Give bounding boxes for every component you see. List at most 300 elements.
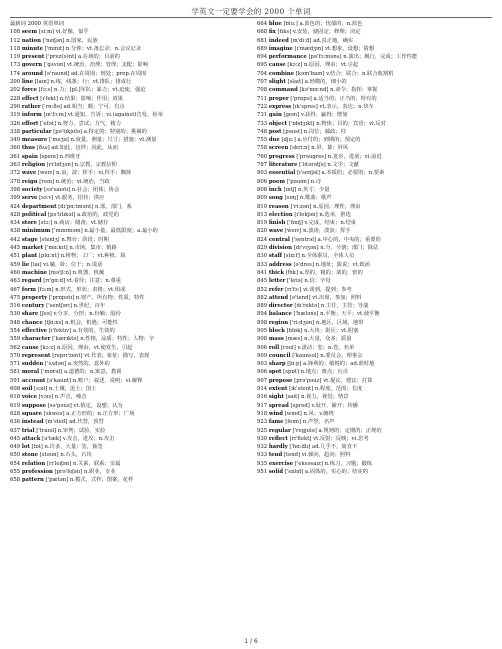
entry-definition: n.练习，习题；锻炼 (324, 460, 373, 467)
entry-number: 833 (257, 261, 268, 268)
entry-word: line (21, 79, 34, 86)
entry-number: 463 (10, 278, 21, 285)
entry-definition: n.波涛，波浪；挥手 (303, 228, 351, 235)
entry-definition: n.风；v.缠绕 (303, 410, 334, 417)
entry-phonetic: [geɪn] (283, 112, 300, 119)
entry-definition: n.线，线条；行；vt.排队；排成行 (50, 79, 132, 86)
entry-word: propose (268, 377, 293, 384)
vocab-entry (10, 418, 245, 426)
left-column (10, 20, 245, 485)
entry-definition: n.模式，式样；图案，花样 (69, 477, 134, 484)
entry-phonetic: [blu:] (283, 21, 298, 27)
entry-definition: n.国家，民族 (66, 37, 98, 44)
vocab-entry (10, 211, 245, 219)
entry-number: 591 (10, 377, 21, 384)
entry-number: 372 (10, 170, 21, 177)
vocab-entry (10, 269, 245, 277)
entry-number: 554 (10, 327, 21, 334)
entry-number: 803 (257, 170, 268, 177)
entry-phonetic: [steɪdʒ] (39, 236, 60, 243)
entry-definition: n.形式，形状；表格；vt.组成 (55, 286, 126, 293)
entry-number: 760 (257, 153, 268, 160)
entry-number: 530 (10, 311, 21, 318)
entry-number: 174 (10, 70, 21, 77)
entry-definition: n.力；[pl.]军队；暴力；vt.迫使，强迫 (53, 87, 146, 94)
entry-number: 119 (10, 54, 21, 61)
entry-number: 905 (257, 327, 268, 334)
entry-phonetic: ['ɒbdʒɪkt] (288, 120, 315, 127)
entry-phonetic: [ə'tend] (289, 294, 311, 301)
vocab-entry (257, 61, 492, 69)
vocab-entry (257, 20, 492, 28)
vocab-entry (10, 70, 245, 78)
entry-definition: a.固体的，实心的；结实的 (304, 469, 369, 476)
entry-number: 908 (257, 336, 268, 343)
entry-phonetic: [skweə] (43, 410, 65, 417)
entry-word: election (268, 211, 293, 218)
entry-definition: v.展开，铺开；传播 (311, 402, 358, 409)
entry-number: 516 (10, 303, 21, 310)
entry-number: 917 (257, 402, 268, 409)
entry-phonetic: ['regjʊlə] (292, 427, 317, 434)
entry-number: 467 (10, 286, 21, 293)
entry-definition: n.选举，推选 (319, 211, 351, 218)
entry-definition: vt.出席，参加；照料 (312, 294, 362, 301)
two-column-body (10, 20, 492, 485)
entry-number: 906 (257, 369, 268, 376)
vocab-entry (10, 451, 245, 459)
entry-phonetic: [ɪn'fɔ:m] (43, 112, 67, 119)
vocab-entry (257, 368, 492, 376)
entry-definition: a.突然的，意外的 (67, 361, 110, 368)
entry-number: 442 (10, 236, 21, 243)
entry-number: 108 (10, 29, 21, 36)
entry-phonetic: ['mɪnɪt] (44, 45, 65, 52)
entry-word: around (21, 70, 43, 77)
entry-phonetic: [fɔ:m] (37, 286, 54, 293)
entry-number: 916 (257, 394, 268, 401)
entry-word: division (268, 245, 292, 252)
vocab-entry (10, 37, 245, 45)
entry-number: 548 (10, 319, 21, 326)
vocab-entry (10, 286, 245, 294)
entry-number: 806 (257, 178, 268, 185)
entry-number: 711 (257, 95, 268, 102)
entry-word: store (21, 220, 37, 227)
vocab-entry (257, 111, 492, 119)
vocab-entry (10, 327, 245, 335)
entry-definition: n.社会；团体；协会 (71, 186, 120, 193)
entry-definition: a.适当的；正当的；特有的 (313, 95, 377, 102)
entry-number: 319 (10, 112, 21, 119)
entry-word: serve (21, 195, 38, 202)
vocab-entry (10, 194, 245, 202)
entry-number: 434 (10, 220, 21, 227)
entry-word: voice (21, 394, 38, 401)
entry-word: performance (268, 54, 307, 61)
entry-word: letter (268, 278, 286, 285)
entry-word: express (268, 103, 292, 110)
vocab-entry (10, 460, 245, 468)
entry-number: 655 (10, 469, 21, 476)
entry-word: combine (268, 70, 295, 77)
vocab-entry (257, 435, 492, 443)
entry-number: 618 (10, 394, 21, 401)
entry-definition: n.平衡；天平；vt.使平衡 (320, 311, 380, 318)
right-column (257, 20, 492, 485)
entry-number: 681 (257, 37, 268, 44)
vocab-entry (257, 120, 492, 128)
entry-definition: vt.表示，表达；n.快车 (319, 103, 374, 110)
entry-word: solid (268, 469, 284, 476)
entry-word: seem (21, 29, 38, 36)
entry-word: thus (21, 145, 35, 152)
entry-definition: vi.躺，卧；位于；n.谎话 (43, 261, 103, 268)
vocab-entry (257, 261, 492, 269)
entry-word: pattern (21, 477, 44, 484)
entry-definition: n.机会，机遇；可能性 (65, 319, 118, 326)
vocab-entry (257, 194, 492, 202)
entry-word: moral (21, 369, 40, 376)
entry-definition: n.关系，联系；亲属 (72, 460, 121, 467)
entry-definition: n.世纪，百年 (73, 303, 106, 310)
vocab-entry (10, 435, 245, 443)
entry-word: song (268, 195, 283, 202)
entry-number: 852 (257, 286, 268, 293)
entry-definition: v.安装，使固定；修理；决定 (292, 29, 361, 36)
entry-phonetic: [rɪ'lɪdʒən] (46, 162, 73, 169)
entry-phonetic: [ɪ'fektɪv] (48, 327, 72, 334)
vocab-entry (10, 402, 245, 410)
entry-number: 118 (10, 45, 21, 52)
entry-word: regard (21, 278, 42, 285)
entry-definition: v.结合；联合；n.联合收割机 (326, 70, 394, 77)
entry-phonetic: [vɔɪs] (38, 394, 54, 401)
entry-number: 619 (10, 402, 21, 409)
entry-definition: ad.代替，顶替 (69, 419, 104, 426)
entry-phonetic: ['sentʃərɪ] (46, 303, 72, 310)
entry-number: 695 (257, 62, 268, 69)
entry-number: 845 (257, 278, 268, 285)
entry-phonetic: [ɪ'fekt] (40, 95, 58, 102)
entry-word: sharp (268, 361, 286, 368)
vocab-entry (10, 335, 245, 343)
entry-number: 909 (257, 352, 268, 359)
entry-phonetic: [kə'mɑ:nd] (299, 87, 329, 94)
vocab-entry (257, 86, 492, 94)
entry-number: 810 (257, 203, 268, 210)
entry-phonetic: [tʃɑ:ns] (44, 319, 64, 326)
entry-word: character (21, 336, 51, 343)
entry-definition: n.账户；叙述，说明；vi.解释 (72, 377, 143, 384)
entry-word: property (21, 294, 48, 301)
entry-definition: vt.代表；象征；描写，表现 (84, 352, 150, 359)
vocab-entry (257, 286, 492, 294)
entry-definition: a.蓝色的；忧郁的；n.蓝色 (299, 21, 363, 27)
entry-definition: vi.倾向，趋向；照料 (301, 452, 351, 459)
vocab-entry (257, 144, 492, 152)
entry-definition: vt.服务，招待；供应 (55, 195, 105, 202)
vocab-entry (10, 219, 245, 227)
entry-phonetic: ['fɪnɪʃ] (287, 220, 303, 227)
vocab-entry (10, 95, 245, 103)
entry-definition: n.地区，区域，地带 (315, 319, 364, 326)
entry-word: profession (21, 469, 53, 476)
entry-phonetic: ['mɪnɪməm] (52, 228, 83, 235)
entry-word: central (268, 236, 290, 243)
entry-definition: n.商店；储备；vt.储存 (54, 220, 109, 227)
vocab-entry (257, 128, 492, 136)
entry-phonetic: [rɪ'leɪʃən] (46, 460, 72, 467)
entry-phonetic: ['mɑ:kɪt] (44, 245, 68, 252)
entry-word: fame (268, 419, 284, 426)
entry-word: machine (21, 269, 48, 276)
entry-word: soil (21, 386, 33, 393)
entry-definition: n.许多，大量；签，抽签 (44, 444, 103, 451)
entry-word: post (268, 128, 282, 135)
entry-number: 898 (257, 319, 268, 326)
entry-phonetic: [fɪks] (277, 29, 292, 36)
entry-number: 907 (257, 377, 268, 384)
entry-phonetic: [prə'feʃən] (54, 469, 83, 476)
entry-word: imagine (268, 45, 293, 52)
vocab-entry (257, 344, 492, 352)
entry-word: effective (21, 327, 48, 334)
entry-definition: ad.在周围；到处；prep.在周围 (71, 70, 147, 77)
vocab-entry (10, 352, 245, 360)
entry-phonetic: [ɪntʃ] (283, 186, 297, 193)
vocab-entry (257, 418, 492, 426)
entry-definition: a.政治的，政党的 (76, 211, 119, 218)
vocab-entry (257, 302, 492, 310)
vocab-entry (257, 402, 492, 410)
entry-number: 733 (257, 120, 268, 127)
vocab-entry (10, 368, 245, 376)
entry-phonetic: [wɪnd] (284, 410, 302, 417)
entry-phonetic: ['rɑ:ðə] (42, 103, 62, 110)
entry-number: 428 (10, 211, 21, 218)
vocab-entry (10, 476, 245, 484)
entry-phonetic: ['sʌdən] (44, 361, 67, 368)
entry-definition: vt.想象，设想；猜想 (324, 45, 375, 52)
entry-phonetic: ['prɒpə] (290, 95, 312, 102)
entry-number: 628 (10, 410, 21, 417)
entry-phonetic: ['kærɪktə] (52, 336, 79, 343)
entry-word: religion (21, 162, 46, 169)
entry-phonetic: [sɜ:v] (39, 195, 54, 202)
entry-phonetic: [plɑ:nt] (38, 253, 59, 260)
entry-number: 809 (257, 195, 268, 202)
entry-number: 424 (10, 203, 21, 210)
entry-definition: n.机器，机械 (72, 269, 105, 276)
entry-word: wind (268, 410, 283, 417)
entry-number: 882 (257, 294, 268, 301)
entry-phonetic: ['eksəsaɪz] (294, 460, 323, 467)
vocab-entry (10, 294, 245, 302)
entry-word: blue (268, 21, 282, 27)
entry-number: 933 (257, 452, 268, 459)
entry-phonetic: [sə'pəuz] (47, 402, 72, 409)
entry-number: 637 (10, 427, 21, 434)
entry-number: 813 (257, 211, 268, 218)
entry-definition: n.歌曲；歌声 (299, 195, 332, 202)
vocab-entry (257, 136, 492, 144)
entry-number: 360 (10, 145, 21, 152)
entry-phonetic: [lɒt] (31, 444, 43, 451)
vocab-entry (257, 310, 492, 318)
entry-word: spread (268, 402, 289, 409)
header-divider (10, 17, 492, 18)
entry-number: 731 (257, 112, 268, 119)
entry-word: block (268, 327, 285, 334)
entry-phonetic: [fɔ:s] (38, 87, 53, 94)
entry-word: century (21, 303, 45, 310)
entry-phonetic: [weɪv] (37, 170, 55, 177)
vocab-entry (10, 136, 245, 144)
entry-definition: n.性格，品质；特性；人物；字 (80, 336, 155, 343)
entry-phonetic: ['pəuɪm] (286, 178, 309, 185)
entry-phonetic: [rɪ'gɑ:d] (43, 278, 66, 285)
vocab-entry (10, 252, 245, 260)
vocab-entry (10, 227, 245, 235)
entry-word: council (268, 352, 291, 359)
entry-phonetic: [ðʌs] (36, 145, 50, 152)
entry-number: 460 (10, 269, 21, 276)
entry-phonetic: ['gʌvən] (43, 62, 66, 69)
vocab-entry (257, 319, 492, 327)
entry-definition: vi.谈到，提到；参考 (303, 286, 352, 293)
entry-definition: a.本质的；必要的；n.要素 (321, 170, 385, 177)
entry-word: attack (21, 435, 41, 442)
entry-phonetic: [rɪ'flekt] (289, 435, 312, 442)
entry-number: 906 (257, 344, 268, 351)
entry-word: reflect (268, 435, 288, 442)
entry-phonetic: ['sɒlɪd] (284, 469, 304, 476)
entry-definition: a.厚的，粗的；浓的，密的 (299, 269, 363, 276)
entry-phonetic: [reprɪ'zent] (52, 352, 83, 359)
entry-phonetic: ['bæləns] (293, 311, 319, 318)
entry-phonetic: [laɪn] (34, 79, 49, 86)
entry-phonetic: [ɪn'sted] (45, 419, 68, 426)
entry-number: 819 (257, 220, 268, 227)
entry-number: 438 (10, 228, 21, 235)
entry-definition: v.分享，分担；n.份额；股份 (53, 311, 121, 318)
entry-number: 649 (10, 444, 21, 451)
entry-definition: n.结果；影响；作用；效果 (59, 95, 124, 102)
entry-word: essential (268, 170, 296, 177)
entry-definition: a.中心的，中央的；重要的 (317, 236, 381, 243)
entry-phonetic: [ə'tæk] (42, 435, 62, 442)
entry-word: literature (268, 162, 298, 169)
entry-word: relation (21, 460, 46, 467)
vocab-entry (257, 460, 492, 468)
entry-definition: v.获得，赢得；增加 (300, 112, 348, 119)
entry-definition: n.度量，测量；尺寸；措施；vt.测量 (70, 137, 157, 144)
entry-word: staff (268, 253, 283, 260)
entry-definition: vt.反射；反映；vi.思考 (313, 435, 369, 442)
vocab-entry (257, 352, 492, 360)
entry-number: 112 (10, 37, 21, 44)
entry-phonetic: [ɪk'spres] (292, 103, 318, 110)
vocab-entry (10, 277, 245, 285)
entry-phonetic: [sɒŋ] (284, 195, 299, 202)
entry-word: minute (21, 45, 43, 52)
entry-definition: a.正方形的；n.正方形；广场 (66, 410, 135, 417)
entry-number: 704 (257, 70, 268, 77)
entry-word: extent (268, 386, 288, 393)
entry-definition: n.大量，众多；质量 (304, 336, 352, 343)
entry-number: 173 (10, 62, 21, 69)
entry-definition: n.宗教，宗教信仰 (74, 162, 117, 169)
entry-word: spain (21, 153, 38, 160)
entry-definition: n.西班牙 (59, 153, 81, 160)
entry-phonetic: [kɔ:z] (287, 62, 303, 69)
entry-word: plant (21, 253, 38, 260)
entry-number: 903 (257, 361, 268, 368)
entry-definition: ad.真正地，确实 (313, 37, 354, 44)
entry-definition: a.规则的；定期的；正规的 (318, 427, 382, 434)
entry-definition: n.原因，理由；vt.引起 (303, 62, 359, 69)
entry-word: command (268, 87, 298, 94)
entry-word: lie (21, 261, 30, 268)
entry-phonetic: ['prɒpətɪ] (48, 294, 75, 301)
entry-word: department (21, 203, 57, 210)
entry-definition: v.滚动；卷；n.卷，名单 (297, 344, 355, 351)
entry-phonetic: [pə'tɪkjʊlə] (53, 128, 83, 135)
vocab-entry (257, 78, 492, 86)
entry-number: 722 (257, 103, 268, 110)
entry-phonetic: ['efət] (40, 120, 56, 127)
entry-phonetic: [pə'lɪtɪkəl] (47, 211, 76, 218)
entry-number: 841 (257, 269, 268, 276)
entry-word: account (21, 377, 46, 384)
vocab-entry (10, 61, 245, 69)
entry-definition: n.石头，石块 (60, 452, 92, 459)
entry-definition: vt.通知，告诉；vi.(against)告发，检举 (67, 112, 163, 119)
vocab-entry (257, 294, 492, 302)
entry-phonetic: [pə'fɔ:məns] (308, 54, 342, 61)
entry-word: object (268, 120, 288, 127)
entry-phonetic: [speɪn] (39, 153, 58, 160)
vocab-entry (257, 277, 492, 285)
entry-phonetic: [weɪv] (284, 228, 302, 235)
entry-word: lot (21, 444, 30, 451)
entry-word: region (268, 319, 289, 326)
entry-number: 570 (10, 352, 21, 359)
entry-number: 378 (10, 178, 21, 185)
entry-number: 398 (10, 186, 21, 193)
entry-word: stone (21, 452, 38, 459)
entry-phonetic: ['traɪəl] (36, 427, 57, 434)
entry-phonetic: [stəun] (39, 452, 59, 459)
entry-definition: n.命令；指挥；掌握 (330, 87, 378, 94)
vocab-entry (10, 302, 245, 310)
entry-phonetic: [sə'saɪətɪ] (44, 186, 71, 193)
entry-phonetic: [ɪk'stent] (289, 386, 314, 393)
vocab-entry (10, 310, 245, 318)
entry-definition: n.分，分割；部门；除法 (320, 245, 379, 252)
entry-definition: a.特定的；特别的；挑剔的 (83, 128, 147, 135)
entry-word: effort (21, 120, 39, 127)
entry-word: address (268, 261, 292, 268)
entry-phonetic: [ʃeə] (39, 311, 52, 318)
entry-word: rather (21, 103, 41, 110)
entry-number: 451 (10, 253, 21, 260)
entry-word: slight (268, 79, 286, 86)
entry-definition: n.岗位；邮政；柱 (303, 128, 346, 135)
vocab-entry (257, 95, 492, 103)
entry-definition: n.程度，范围；长度 (314, 386, 363, 393)
